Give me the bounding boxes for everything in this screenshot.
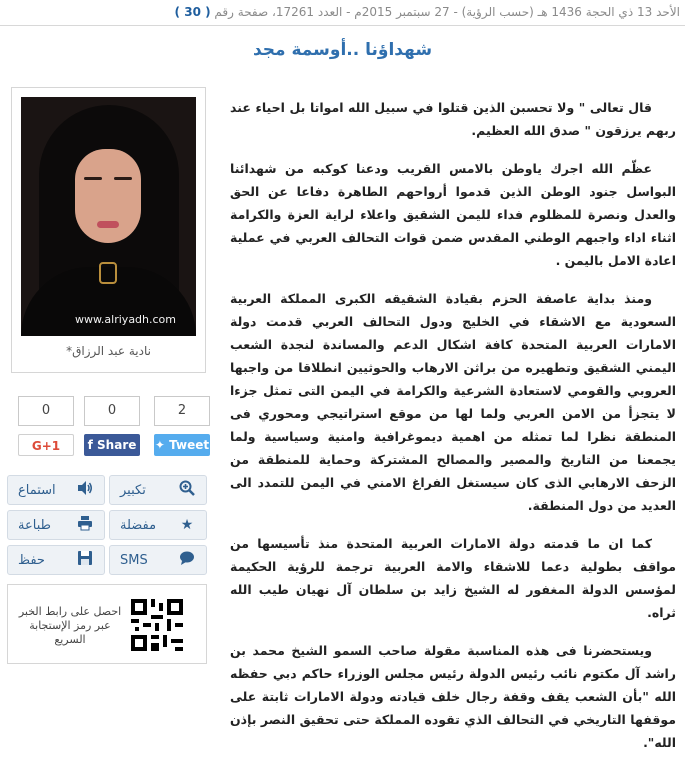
chat-bubble-icon xyxy=(176,550,198,570)
facebook-share xyxy=(84,396,140,456)
qr-code-icon[interactable] xyxy=(131,599,183,651)
floppy-disk-icon xyxy=(74,550,96,570)
author-photo xyxy=(21,97,196,336)
issue-info-text: الأحد 13 ذي الحجة 1436 هـ (حسب الرؤية) - 27 سبتمبر 2015م - العدد 17261، صفحة رقم xyxy=(214,5,680,19)
article-title: شهداؤنا ..أوسمة مجد xyxy=(252,40,433,60)
qr-caption: احصل على رابط الخبر عبر رمز الإستجابة السريع xyxy=(18,605,122,646)
twitter-share xyxy=(154,396,210,456)
article-paragraph: عظّم الله اجرك ياوطن بالامس القريب ودعنا كوكبه من شهدائنا البواسل جنود الوطن الذين قدموا أرواحهم الطاهرة دفاعا عن الحق والعدل ونصرة للمظلوم فداء لليمن الشقيق واعلاء لراية العزة والكرامة اثناء اداء واجبهم الوطني المقدس ضمن قوات التحالف العربي في عملية اعادة الامل باليمن . xyxy=(230,161,676,268)
issue-info-bar xyxy=(0,0,685,24)
facebook-icon: f xyxy=(87,438,93,452)
favorite-label: مفضلة xyxy=(120,517,157,533)
gplus-share xyxy=(18,396,74,456)
twitter-bird-icon: ✦ xyxy=(154,438,165,452)
facebook-label: Share xyxy=(97,438,137,452)
sms-label: SMS xyxy=(120,552,148,568)
gplus-button[interactable] xyxy=(18,434,74,456)
save-button[interactable] xyxy=(7,545,105,575)
article-paragraph: ومنذ بداية عاصفة الحزم بقيادة الشقيقه الكبرى المملكة العربية السعودية مع الاشقاء في الخليج ودول التحالف العربي قدمت دولة الامارات العربية المتحدة كافة اشكال الدعم والمساندة لنجدة الشعب اليمني الشقيق وتطهيره من براثن الارهاب والحوثيين انطلاقا من واجبها العروبي والقومي لاستعادة الشرعية والكرامة في اليمن التى تمثل جزءا لا يتجزأ من الامن العربي ولما لها من موقع استراتيجي ومحوري فى المنطقة نظرا لما تمثله من اهمية ديموغرافية وامنية وسياسية ولما يجمعنا من التاريخ والمصير والمصالح المشتركة وحماية للمنطقة من الزحف الارهابي الذى كان سيستغل الفراغ الامني في اليمن للتمدد الى العديد من دول المنطقة. xyxy=(230,291,676,513)
listen-button[interactable] xyxy=(7,475,105,505)
star-icon: ★ xyxy=(180,517,194,533)
facebook-share-button[interactable] xyxy=(84,434,140,456)
sms-button[interactable] xyxy=(109,545,207,575)
listen-label: استماع xyxy=(18,482,56,498)
zoom-in-label: تكبير xyxy=(120,482,146,498)
article-paragraph: ويستحضرنا فى هذه المناسبة مقولة صاحب السمو الشيخ محمد بن راشد آل مكتوم نائب رئيس الدولة رئيس مجلس الوزراء حاكم دبي حفظه الله "بأن الشعب يقف وقفة رجال خلف قيادته ودولة الامارات ثابتة على موقفها التاريخي في التحالف الذي تقوده المملكة حتى تحقيق النصر بإذن الله". xyxy=(230,643,676,750)
article-body xyxy=(230,96,676,769)
article-paragraph: قال تعالى " ولا تحسبن الذين قتلوا في سبيل الله امواتا بل احياء عند ربهم يرزقون " صدق الله العظيم. xyxy=(230,100,676,138)
photo-watermark: www.alriyadh.com xyxy=(74,313,176,326)
twitter-count: 2 xyxy=(154,396,210,426)
tweet-button[interactable] xyxy=(154,434,210,456)
divider xyxy=(0,25,685,26)
gplus-icon: G xyxy=(31,439,42,453)
tweet-label: Tweet xyxy=(169,438,210,452)
favorite-button[interactable] xyxy=(109,510,207,540)
magnifier-plus-icon xyxy=(176,480,198,500)
save-label: حفظ xyxy=(18,552,45,568)
author-card xyxy=(11,87,206,373)
author-name: نادية عبد الرزاق* xyxy=(66,344,151,358)
gplus-count: 0 xyxy=(18,396,74,426)
print-button[interactable] xyxy=(7,510,105,540)
facebook-count: 0 xyxy=(84,396,140,426)
speaker-icon xyxy=(74,480,96,500)
qr-code-box xyxy=(7,584,207,664)
zoom-in-button[interactable] xyxy=(109,475,207,505)
article-paragraph: كما ان ما قدمته دولة الامارات العربية المتحدة منذ تأسيسها من مواقف بطولية دعما للاشقاء والامة العربية ترجمة للرؤية الحكيمة لمؤسس الدولة المغفور له الشيخ زايد بن سلطان آل نهيان طيب الله ثراه. xyxy=(230,536,676,620)
page-number[interactable]: ( 30 ) xyxy=(174,5,211,19)
printer-icon xyxy=(74,515,96,535)
gplus-label: +1 xyxy=(41,439,61,453)
print-label: طباعة xyxy=(18,517,51,533)
